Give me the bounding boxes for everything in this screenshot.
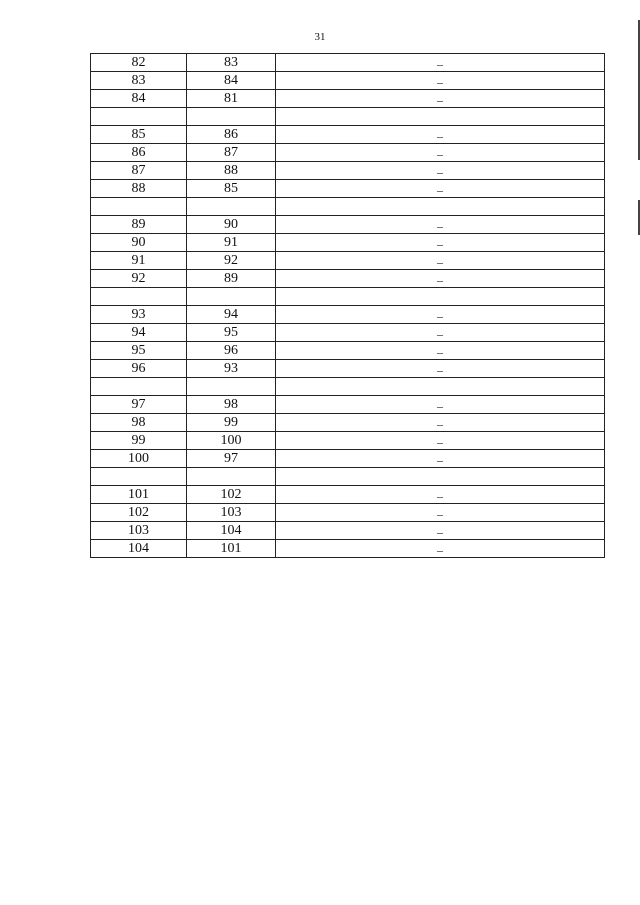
table-row — [91, 432, 605, 450]
cell-value: 92 — [131, 271, 146, 286]
cell-dash: – — [437, 273, 443, 287]
table-cell — [91, 180, 187, 198]
table-cell — [187, 396, 276, 414]
table-row — [91, 324, 605, 342]
table-row — [91, 54, 605, 72]
table-cell — [91, 126, 187, 144]
table-cell — [276, 378, 605, 396]
cell-dash: – — [437, 147, 443, 161]
table-cell — [187, 144, 276, 162]
table-cell — [276, 342, 605, 360]
table-cell — [187, 288, 276, 306]
cell-dash: – — [437, 399, 443, 413]
table-cell — [276, 486, 605, 504]
cell-dash: – — [437, 453, 443, 467]
cell-dash: – — [437, 489, 443, 503]
table-cell — [91, 198, 187, 216]
cell-dash: – — [437, 327, 443, 341]
cell-dash: – — [437, 75, 443, 89]
table-row — [91, 306, 605, 324]
table-cell — [187, 522, 276, 540]
cell-dash: – — [437, 93, 443, 107]
table-cell — [276, 180, 605, 198]
cell-value: 88 — [131, 181, 146, 196]
table-cell — [91, 468, 187, 486]
table-cell — [276, 324, 605, 342]
table-cell — [91, 396, 187, 414]
cell-value: 95 — [131, 343, 146, 358]
table-row — [91, 342, 605, 360]
table-cell — [276, 504, 605, 522]
cell-dash: – — [437, 417, 443, 431]
cell-value: 104 — [220, 523, 242, 538]
cell-value: 100 — [220, 433, 242, 448]
table-cell — [91, 144, 187, 162]
table-cell — [187, 234, 276, 252]
table-cell — [187, 270, 276, 288]
table-row — [91, 378, 605, 396]
cell-value: 90 — [224, 217, 238, 232]
table-cell — [276, 72, 605, 90]
cell-value: 83 — [131, 73, 146, 88]
table-row — [91, 108, 605, 126]
table-cell — [91, 54, 187, 72]
cell-value: 86 — [224, 127, 238, 142]
table-cell — [187, 378, 276, 396]
cell-value: 93 — [224, 361, 238, 376]
table-cell — [187, 360, 276, 378]
table-cell — [187, 252, 276, 270]
table-cell — [91, 270, 187, 288]
table-row — [91, 72, 605, 90]
table-cell — [276, 162, 605, 180]
table-cell — [276, 90, 605, 108]
cell-value: 92 — [224, 253, 238, 268]
cell-value: 89 — [224, 271, 238, 286]
table-cell — [276, 216, 605, 234]
table-row — [91, 126, 605, 144]
cell-dash: – — [437, 255, 443, 269]
table-row — [91, 522, 605, 540]
table-cell — [187, 540, 276, 558]
table-cell — [187, 450, 276, 468]
table-row — [91, 216, 605, 234]
table-cell — [91, 216, 187, 234]
table-cell — [276, 468, 605, 486]
table-cell — [276, 288, 605, 306]
cell-value: 98 — [131, 415, 146, 430]
table-row — [91, 396, 605, 414]
cell-value: 87 — [224, 145, 238, 160]
cell-dash: – — [437, 345, 443, 359]
table-cell — [276, 144, 605, 162]
table-cell — [91, 540, 187, 558]
table-cell — [276, 432, 605, 450]
cell-dash: – — [437, 363, 443, 377]
table-row — [91, 450, 605, 468]
table-cell — [91, 486, 187, 504]
table-row — [91, 234, 605, 252]
cell-value: 96 — [224, 343, 238, 358]
table-cell — [91, 360, 187, 378]
page-number: 31 — [314, 31, 326, 43]
cell-dash: – — [437, 309, 443, 323]
cell-value: 83 — [224, 55, 238, 70]
cell-value: 86 — [131, 145, 146, 160]
cell-value: 95 — [224, 325, 238, 340]
table-cell — [187, 432, 276, 450]
table-cell — [187, 54, 276, 72]
cell-value: 88 — [224, 163, 238, 178]
cell-value: 97 — [131, 397, 146, 412]
table-cell — [187, 162, 276, 180]
table-cell — [187, 72, 276, 90]
cell-value: 99 — [224, 415, 238, 430]
cell-value: 101 — [220, 541, 242, 556]
table-row — [91, 144, 605, 162]
table-cell — [91, 414, 187, 432]
cell-value: 85 — [131, 127, 146, 142]
table-cell — [91, 306, 187, 324]
table-cell — [91, 378, 187, 396]
table-cell — [276, 522, 605, 540]
cell-value: 102 — [128, 505, 149, 520]
table-cell — [91, 504, 187, 522]
table-cell — [187, 468, 276, 486]
table-row — [91, 360, 605, 378]
table-row — [91, 414, 605, 432]
table-cell — [91, 234, 187, 252]
table-row — [91, 468, 605, 486]
table-cell — [187, 504, 276, 522]
cell-value: 102 — [220, 487, 242, 502]
table-cell — [276, 234, 605, 252]
table-cell — [276, 198, 605, 216]
table-cell — [276, 126, 605, 144]
table-row — [91, 504, 605, 522]
cell-value: 87 — [131, 163, 146, 178]
table-row — [91, 486, 605, 504]
cell-dash: – — [437, 165, 443, 179]
cell-value: 93 — [131, 307, 146, 322]
cell-dash: – — [437, 129, 443, 143]
table-row — [91, 198, 605, 216]
table-row — [91, 252, 605, 270]
table-row — [91, 288, 605, 306]
cell-value: 94 — [224, 307, 238, 322]
cell-dash: – — [437, 219, 443, 233]
data-table — [90, 53, 605, 558]
cell-value: 82 — [131, 55, 146, 70]
table-row — [91, 90, 605, 108]
cell-dash: – — [437, 543, 443, 557]
table-cell — [187, 90, 276, 108]
cell-dash: – — [437, 237, 443, 251]
table-body — [91, 54, 605, 558]
table-cell — [187, 324, 276, 342]
table-cell — [91, 162, 187, 180]
table-cell — [276, 396, 605, 414]
table-cell — [187, 108, 276, 126]
table-cell — [276, 450, 605, 468]
table-cell — [91, 90, 187, 108]
cell-value: 103 — [220, 505, 242, 520]
table-cell — [91, 72, 187, 90]
cell-value: 98 — [224, 397, 238, 412]
table-cell — [276, 252, 605, 270]
table-cell — [187, 180, 276, 198]
table-cell — [91, 450, 187, 468]
cell-value: 89 — [131, 217, 146, 232]
table-cell — [91, 342, 187, 360]
table-row — [91, 162, 605, 180]
table-cell — [187, 306, 276, 324]
cell-value: 84 — [131, 91, 146, 106]
table-row — [91, 270, 605, 288]
table-cell — [91, 432, 187, 450]
table-cell — [91, 288, 187, 306]
cell-value: 90 — [131, 235, 146, 250]
cell-value: 99 — [131, 433, 146, 448]
cell-dash: – — [437, 57, 443, 71]
table-cell — [187, 486, 276, 504]
table-cell — [276, 540, 605, 558]
table-cell — [187, 216, 276, 234]
table-cell — [276, 108, 605, 126]
table-cell — [276, 306, 605, 324]
cell-value: 103 — [128, 523, 149, 538]
table-row — [91, 540, 605, 558]
cell-value: 85 — [224, 181, 238, 196]
cell-value: 91 — [131, 253, 146, 268]
table-cell — [276, 360, 605, 378]
cell-value: 101 — [128, 487, 149, 502]
table-cell — [187, 414, 276, 432]
table-cell — [91, 324, 187, 342]
table-cell — [187, 198, 276, 216]
cell-value: 84 — [224, 73, 238, 88]
table-cell — [91, 108, 187, 126]
table-cell — [276, 54, 605, 72]
cell-value: 91 — [224, 235, 238, 250]
table-row — [91, 180, 605, 198]
cell-dash: – — [437, 435, 443, 449]
table-cell — [276, 270, 605, 288]
cell-value: 100 — [128, 451, 149, 466]
cell-value: 97 — [224, 451, 238, 466]
cell-dash: – — [437, 183, 443, 197]
cell-dash: – — [437, 525, 443, 539]
cell-value: 104 — [128, 541, 149, 556]
table-cell — [187, 342, 276, 360]
cell-dash: – — [437, 507, 443, 521]
table-cell — [91, 522, 187, 540]
table-cell — [91, 252, 187, 270]
cell-value: 94 — [131, 325, 146, 340]
cell-value: 81 — [224, 91, 238, 106]
table-cell — [187, 126, 276, 144]
cell-value: 96 — [131, 361, 146, 376]
table-cell — [276, 414, 605, 432]
